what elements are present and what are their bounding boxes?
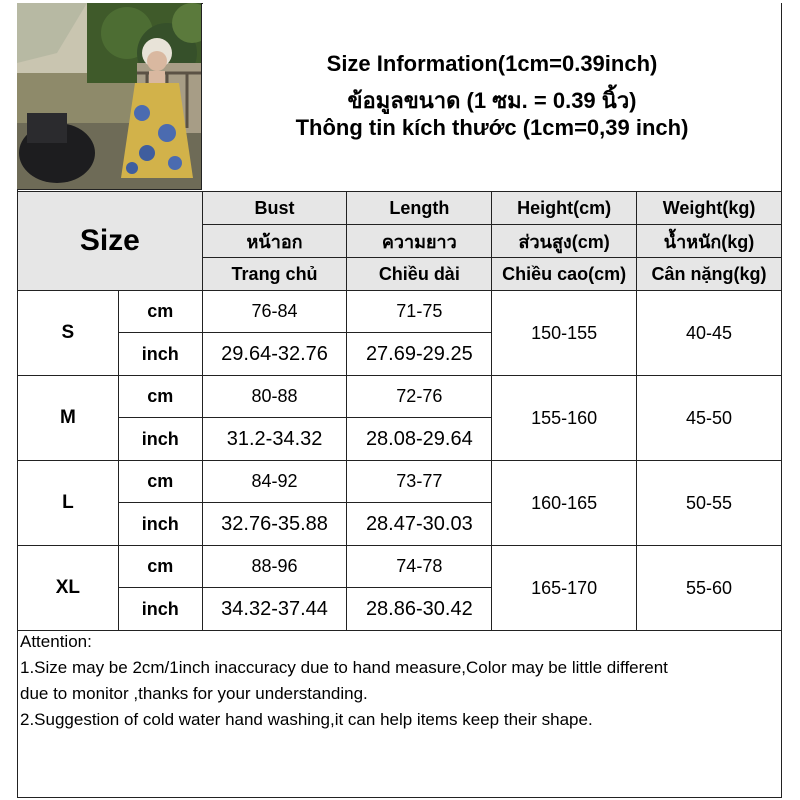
size-xl-label: XL — [18, 546, 119, 631]
col-length-en: Length — [347, 192, 492, 225]
title-line-english: Size Information(1cm=0.39inch) — [326, 51, 658, 76]
size-s-label: S — [18, 291, 119, 376]
bust-inch: 29.64-32.76 — [202, 333, 347, 376]
title-line-thai: ข้อมูลขนาด (1 ซม. = 0.39 นิ้ว) — [347, 88, 637, 113]
col-length-th: ความยาว — [347, 225, 492, 258]
size-l-label: L — [18, 461, 119, 546]
bust-inch: 31.2-34.32 — [202, 418, 347, 461]
col-bust-vi: Trang chủ — [202, 258, 347, 291]
unit-cm: cm — [118, 546, 202, 588]
weight-value: 55-60 — [637, 546, 782, 631]
product-photo-illustration — [17, 3, 201, 189]
bust-cm: 88-96 — [202, 546, 347, 588]
col-height-th: ส่วนสูง(cm) — [492, 225, 637, 258]
title-line-vietnamese: Thông tin kích thước (1cm=0,39 inch) — [295, 115, 689, 140]
unit-inch: inch — [118, 588, 202, 631]
unit-inch: inch — [118, 333, 202, 376]
header-row-english — [18, 192, 782, 225]
height-value: 150-155 — [492, 291, 637, 376]
product-photo — [17, 3, 202, 190]
height-value: 155-160 — [492, 376, 637, 461]
length-cm: 72-76 — [347, 376, 492, 418]
height-value: 165-170 — [492, 546, 637, 631]
table-row — [18, 291, 782, 333]
notes-heading: Attention: — [20, 632, 92, 651]
length-inch: 28.86-30.42 — [347, 588, 492, 631]
size-table — [17, 191, 782, 631]
unit-cm: cm — [118, 461, 202, 503]
weight-value: 45-50 — [637, 376, 782, 461]
note-line-3: 2.Suggestion of cold water hand washing,it can help items keep their shape. — [20, 710, 593, 729]
table-row — [18, 546, 782, 588]
note-line-1: 1.Size may be 2cm/1inch inaccuracy due to hand measure,Color may be little different — [20, 658, 668, 677]
col-weight-en: Weight(kg) — [637, 192, 782, 225]
col-length-vi: Chiều dài — [347, 258, 492, 291]
bust-cm: 84-92 — [202, 461, 347, 503]
length-inch: 28.08-29.64 — [347, 418, 492, 461]
bust-cm: 76-84 — [202, 291, 347, 333]
unit-inch: inch — [118, 503, 202, 546]
unit-cm: cm — [118, 376, 202, 418]
table-row — [18, 461, 782, 503]
col-height-vi: Chiều cao(cm) — [492, 258, 637, 291]
height-value: 160-165 — [492, 461, 637, 546]
length-cm: 71-75 — [347, 291, 492, 333]
weight-value: 40-45 — [637, 291, 782, 376]
col-weight-th: น้ำหนัก(kg) — [637, 225, 782, 258]
length-cm: 74-78 — [347, 546, 492, 588]
length-cm: 73-77 — [347, 461, 492, 503]
title-area — [203, 3, 781, 191]
col-bust-en: Bust — [202, 192, 347, 225]
attention-notes — [17, 629, 779, 733]
col-weight-vi: Cân nặng(kg) — [637, 258, 782, 291]
weight-value: 50-55 — [637, 461, 782, 546]
size-m-label: M — [18, 376, 119, 461]
size-header: Size — [18, 192, 203, 291]
bust-inch: 32.76-35.88 — [202, 503, 347, 546]
col-height-en: Height(cm) — [492, 192, 637, 225]
note-line-2: due to monitor ,thanks for your understanding. — [20, 684, 368, 703]
unit-inch: inch — [118, 418, 202, 461]
size-chart-sheet — [17, 3, 782, 798]
bust-inch: 34.32-37.44 — [202, 588, 347, 631]
length-inch: 27.69-29.25 — [347, 333, 492, 376]
bust-cm: 80-88 — [202, 376, 347, 418]
col-bust-th: หน้าอก — [202, 225, 347, 258]
table-row — [18, 376, 782, 418]
length-inch: 28.47-30.03 — [347, 503, 492, 546]
unit-cm: cm — [118, 291, 202, 333]
